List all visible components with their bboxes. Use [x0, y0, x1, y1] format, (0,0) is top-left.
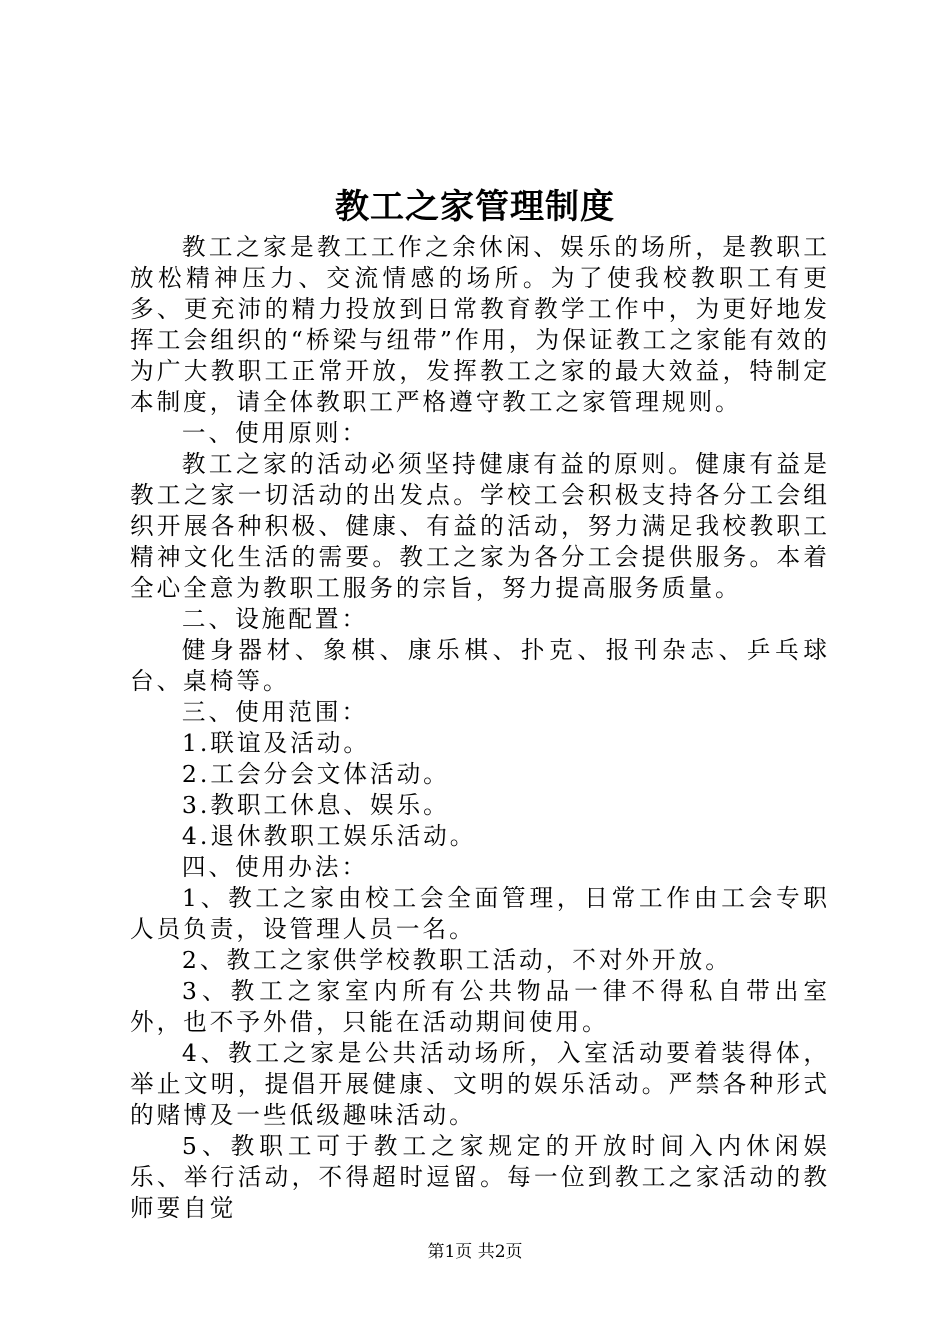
list-item-scope-3: 3.教职工休息、娱乐。	[181, 791, 450, 819]
paragraph-principles: 教工之家的活动必须坚持健康有益的原则。健康有益是教工之家一切活动的出发点。学校工会积极支持各分工会组织开展各种积极、健康、有益的活动，努力满足我校教职工精神文化生活的需要。教工之家为各分工会提供服务。本着全心全意为教职工服务的宗旨，努力提高服务质量。	[130, 450, 830, 602]
section-heading-facilities: 二、设施配置：	[181, 605, 369, 633]
list-item-method-2: 2、教工之家供学校教职工活动，不对外开放。	[181, 946, 732, 974]
section-heading-scope: 三、使用范围：	[181, 698, 369, 726]
list-item-scope-1: 1.联谊及活动。	[181, 729, 370, 757]
paragraph-intro: 教工之家是教工工作之余休闲、娱乐的场所，是教职工放松精神压力、交流情感的场所。为了使我校教职工有更多、更充沛的精力投放到日常教育教学工作中，为更好地发挥工会组织的“桥梁与纽带”作用，为保证教工之家能有效的为广大教职工正常开放，发挥教工之家的最大效益，特制定本制度，请全体教职工严格遵守教工之家管理规则。	[130, 233, 830, 416]
list-item-method-1: 1、教工之家由校工会全面管理，日常工作由工会专职人员负责，设管理人员一名。	[130, 884, 830, 943]
list-item-method-4: 4、教工之家是公共活动场所，入室活动要着装得体，举止文明，提倡开展健康、文明的娱乐活动。严禁各种形式的赌博及一些低级趣味活动。	[130, 1039, 830, 1129]
list-item-method-5: 5、教职工可于教工之家规定的开放时间入内休闲娱乐、举行活动，不得超时逗留。每一位到教工之家活动的教师要自觉	[130, 1132, 830, 1222]
list-item-scope-2: 2.工会分会文体活动。	[181, 760, 450, 788]
section-heading-principles: 一、使用原则：	[181, 419, 369, 447]
document-body	[130, 232, 830, 1224]
list-item-scope-4: 4.退休教职工娱乐活动。	[181, 822, 477, 850]
section-heading-methods: 四、使用办法：	[181, 853, 369, 881]
page-number-footer: 第1页 共2页	[427, 1242, 523, 1262]
list-item-method-3: 3、教工之家室内所有公共物品一律不得私自带出室外，也不予外借，只能在活动期间使用。	[130, 977, 830, 1036]
document-title: 教工之家管理制度	[335, 187, 615, 227]
paragraph-facilities: 健身器材、象棋、康乐棋、扑克、报刊杂志、乒乓球台、桌椅等。	[130, 636, 830, 695]
